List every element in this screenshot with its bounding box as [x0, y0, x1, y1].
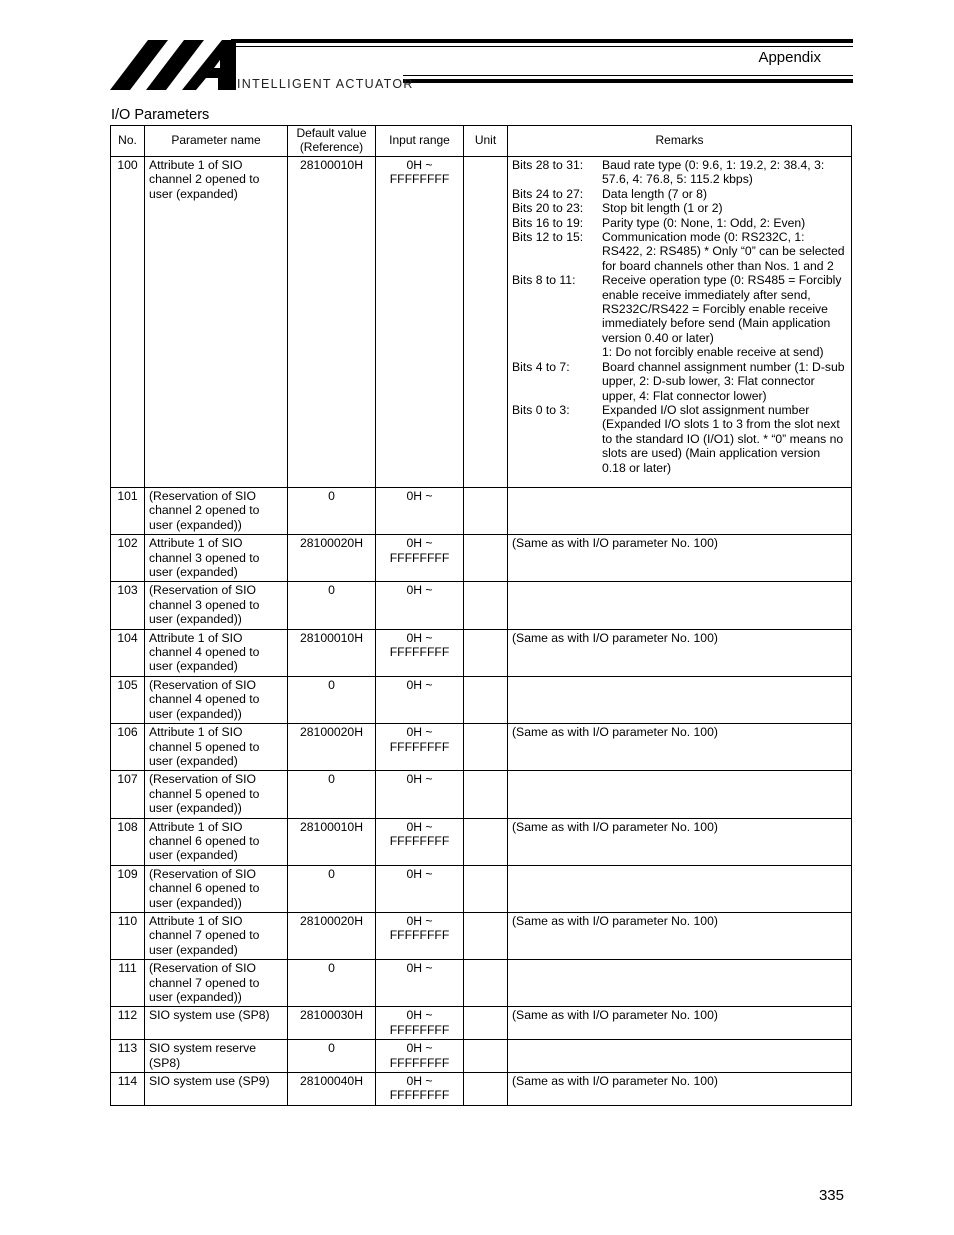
cell-parameter-name: (Reservation of SIO channel 2 opened to user (expanded))	[145, 488, 288, 535]
cell-unit	[464, 865, 508, 912]
header-rule-bottom-thin	[403, 75, 853, 76]
cell-parameter-name: Attribute 1 of SIO channel 6 opened to user (expanded)	[145, 818, 288, 865]
cell-input-range: 0H ~ FFFFFFFF	[376, 535, 464, 582]
cell-input-range: 0H ~ FFFFFFFF	[376, 1040, 464, 1073]
cell-parameter-name: Attribute 1 of SIO channel 2 opened to user (expanded)	[145, 157, 288, 488]
cell-default-value: 0	[288, 771, 376, 818]
bit-field-label: Bits 8 to 11:	[512, 273, 576, 288]
cell-parameter-name: Attribute 1 of SIO channel 3 opened to user (expanded)	[145, 535, 288, 582]
header-rule-top-thick	[231, 39, 853, 43]
cell-parameter-name: SIO system reserve (SP8)	[145, 1040, 288, 1073]
cell-remarks: (Same as with I/O parameter No. 100)	[508, 535, 852, 582]
cell-remarks	[508, 771, 852, 818]
cell-default-value: 28100020H	[288, 912, 376, 959]
cell-no: 112	[111, 1007, 145, 1040]
cell-parameter-name: Attribute 1 of SIO channel 4 opened to user (expanded)	[145, 629, 288, 676]
cell-input-range: 0H ~	[376, 865, 464, 912]
table-row	[111, 1007, 852, 1040]
cell-no: 110	[111, 912, 145, 959]
bit-field-list	[512, 158, 847, 475]
cell-remarks	[508, 582, 852, 629]
cell-no: 105	[111, 676, 145, 723]
cell-remarks	[508, 676, 852, 723]
table-row	[111, 912, 852, 959]
bit-field-description: Expanded I/O slot assignment number (Expanded I/O slots 1 to 3 from the slot next to the standard IO (I/O1) slot. * “0” means no slots are used) (Main application version 0.18 or later)	[602, 402, 844, 475]
table-row	[111, 676, 852, 723]
cell-input-range: 0H ~	[376, 676, 464, 723]
bit-field-label: Bits 4 to 7:	[512, 359, 570, 374]
cell-unit	[464, 818, 508, 865]
cell-unit	[464, 1007, 508, 1040]
bit-field-description: Parity type (0: None, 1: Odd, 2: Even)	[602, 215, 806, 230]
table-row	[111, 629, 852, 676]
cell-remarks: (Same as with I/O parameter No. 100)	[508, 818, 852, 865]
cell-unit	[464, 960, 508, 1007]
cell-input-range: 0H ~	[376, 960, 464, 1007]
cell-unit	[464, 535, 508, 582]
bit-field-description: Communication mode (0: RS232C, 1: RS422, 2: RS485) * Only “0” can be selected for board channels other than Nos. 1 and 2	[602, 230, 845, 273]
cell-no: 113	[111, 1040, 145, 1073]
cell-remarks: (Same as with I/O parameter No. 100)	[508, 1007, 852, 1040]
cell-input-range: 0H ~	[376, 582, 464, 629]
column-header-default-value	[288, 126, 376, 157]
column-header-parameter-name: Parameter name	[145, 126, 288, 157]
cell-unit	[464, 912, 508, 959]
column-header-no: No.	[111, 126, 145, 157]
cell-no: 101	[111, 488, 145, 535]
bit-field-description: Board channel assignment number (1: D-sub upper, 2: D-sub lower, 3: Flat connector upper, 4: Flat connector lower)	[602, 359, 845, 403]
table-header-row	[111, 126, 852, 157]
cell-no: 104	[111, 629, 145, 676]
header-title: Appendix	[758, 49, 821, 66]
cell-no: 100	[111, 157, 145, 488]
cell-default-value: 28100010H	[288, 818, 376, 865]
cell-default-value: 0	[288, 1040, 376, 1073]
cell-parameter-name: (Reservation of SIO channel 7 opened to user (expanded))	[145, 960, 288, 1007]
bit-field-description: Receive operation type (0: RS485 = Forcibly enable receive immediately after send, RS232C/RS422 = Forcibly enable receive immediately before send (Main application version 0.40 or later) 1: Do not forcibly enable receive at send)	[602, 273, 842, 360]
cell-parameter-name: (Reservation of SIO channel 6 opened to user (expanded))	[145, 865, 288, 912]
cell-remarks	[508, 1040, 852, 1073]
table-row	[111, 535, 852, 582]
cell-default-value: 28100020H	[288, 535, 376, 582]
cell-remarks: (Same as with I/O parameter No. 100)	[508, 629, 852, 676]
cell-default-value: 0	[288, 960, 376, 1007]
cell-parameter-name: SIO system use (SP8)	[145, 1007, 288, 1040]
cell-no: 103	[111, 582, 145, 629]
cell-input-range: 0H ~ FFFFFFFF	[376, 157, 464, 488]
bit-field-label: Bits 16 to 19:	[512, 215, 584, 230]
cell-input-range: 0H ~ FFFFFFFF	[376, 912, 464, 959]
cell-unit	[464, 1073, 508, 1106]
header-rule-bottom-thick	[403, 79, 853, 83]
cell-default-value: 0	[288, 488, 376, 535]
cell-no: 108	[111, 818, 145, 865]
cell-remarks	[508, 488, 852, 535]
cell-remarks	[508, 865, 852, 912]
bit-field-description: Stop bit length (1 or 2)	[602, 201, 723, 216]
column-header-remarks: Remarks	[508, 126, 852, 157]
bit-field-label: Bits 24 to 27:	[512, 186, 584, 201]
bit-field-label: Bits 12 to 15:	[512, 230, 584, 245]
cell-unit	[464, 676, 508, 723]
cell-unit	[464, 157, 508, 488]
cell-parameter-name: (Reservation of SIO channel 4 opened to user (expanded))	[145, 676, 288, 723]
table-row	[111, 157, 852, 488]
header-rule-vertical	[231, 39, 235, 89]
cell-no: 107	[111, 771, 145, 818]
cell-input-range: 0H ~ FFFFFFFF	[376, 629, 464, 676]
cell-remarks: (Same as with I/O parameter No. 100)	[508, 1073, 852, 1106]
bit-field-description: Baud rate type (0: 9.6, 1: 19.2, 2: 38.4, 3: 57.6, 4: 76.8, 5: 115.2 kbps)	[602, 158, 825, 187]
cell-default-value: 0	[288, 582, 376, 629]
bit-field-label: Bits 28 to 31:	[512, 158, 584, 172]
table-row	[111, 771, 852, 818]
table-row	[111, 818, 852, 865]
cell-parameter-name: Attribute 1 of SIO channel 5 opened to user (expanded)	[145, 724, 288, 771]
cell-parameter-name: (Reservation of SIO channel 3 opened to user (expanded))	[145, 582, 288, 629]
cell-remarks	[508, 157, 852, 488]
cell-unit	[464, 582, 508, 629]
cell-default-value: 0	[288, 865, 376, 912]
table-row	[111, 724, 852, 771]
cell-input-range: 0H ~ FFFFFFFF	[376, 1073, 464, 1106]
cell-default-value: 28100030H	[288, 1007, 376, 1040]
cell-no: 111	[111, 960, 145, 1007]
cell-parameter-name: Attribute 1 of SIO channel 7 opened to user (expanded)	[145, 912, 288, 959]
cell-default-value: 28100010H	[288, 629, 376, 676]
cell-parameter-name: (Reservation of SIO channel 5 opened to user (expanded))	[145, 771, 288, 818]
cell-no: 106	[111, 724, 145, 771]
cell-unit	[464, 629, 508, 676]
cell-unit	[464, 771, 508, 818]
cell-remarks: (Same as with I/O parameter No. 100)	[508, 912, 852, 959]
cell-parameter-name: SIO system use (SP9)	[145, 1073, 288, 1106]
column-header-input-range: Input range	[376, 126, 464, 157]
page-number: 335	[818, 1187, 844, 1204]
cell-unit	[464, 724, 508, 771]
cell-unit	[464, 488, 508, 535]
table-row	[111, 488, 852, 535]
cell-no: 114	[111, 1073, 145, 1106]
cell-input-range: 0H ~ FFFFFFFF	[376, 818, 464, 865]
table-row	[111, 960, 852, 1007]
cell-default-value: 28100010H	[288, 157, 376, 488]
table-row	[111, 865, 852, 912]
cell-unit	[464, 1040, 508, 1073]
cell-input-range: 0H ~	[376, 488, 464, 535]
column-header-unit: Unit	[464, 126, 508, 157]
cell-input-range: 0H ~ FFFFFFFF	[376, 1007, 464, 1040]
cell-remarks: (Same as with I/O parameter No. 100)	[508, 724, 852, 771]
bit-field-label: Bits 0 to 3:	[512, 402, 570, 417]
cell-input-range: 0H ~ FFFFFFFF	[376, 724, 464, 771]
bit-field-label: Bits 20 to 23:	[512, 201, 584, 216]
table-row	[111, 1040, 852, 1073]
logo-text: INTELLIGENT ACTUATOR	[237, 77, 414, 91]
cell-default-value: 28100040H	[288, 1073, 376, 1106]
bit-field-description: Data length (7 or 8)	[602, 186, 708, 201]
cell-input-range: 0H ~	[376, 771, 464, 818]
cell-remarks	[508, 960, 852, 1007]
table-row	[111, 1073, 852, 1106]
table-row	[111, 582, 852, 629]
cell-no: 109	[111, 865, 145, 912]
cell-default-value: 28100020H	[288, 724, 376, 771]
header-rule-top-thin	[231, 46, 853, 47]
cell-default-value: 0	[288, 676, 376, 723]
column-header-default-value-label: Default value (Reference)	[296, 126, 367, 154]
section-title: I/O Parameters	[111, 107, 210, 123]
cell-no: 102	[111, 535, 145, 582]
io-parameters-table	[110, 125, 852, 1106]
